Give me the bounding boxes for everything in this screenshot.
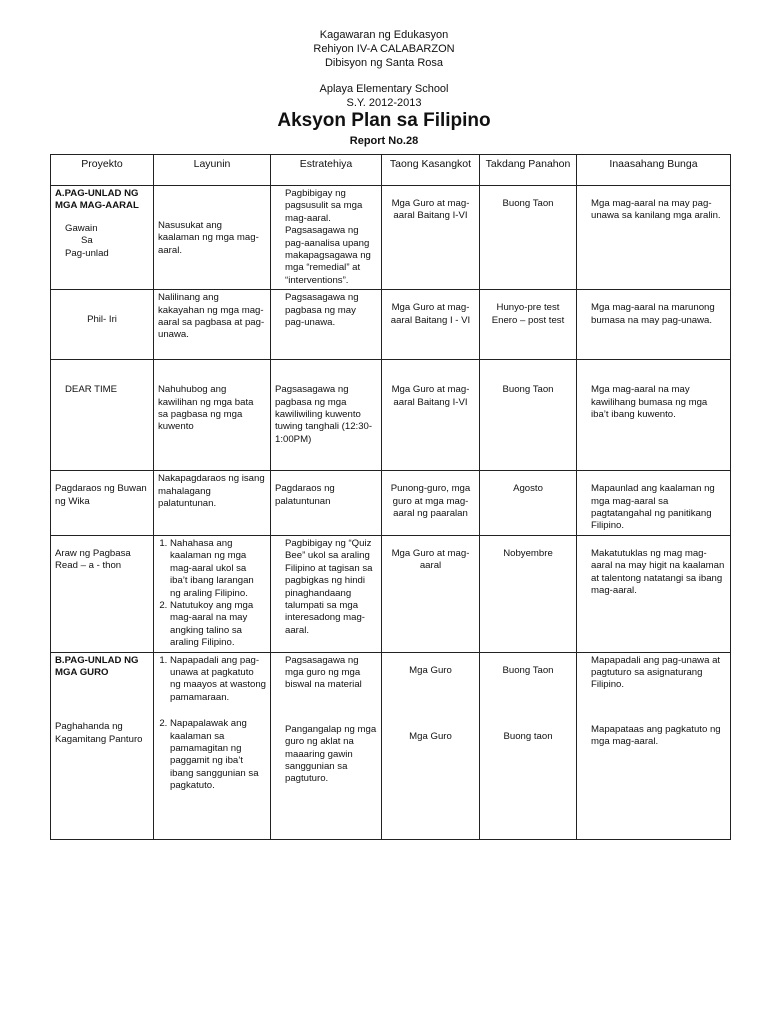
region-name: Rehiyon IV-A CALABARZON [313,43,455,55]
cell-proyekto [51,186,154,290]
cell-inaasahang-bunga: Mga mag-aaral na may kawilihang bumasa ng mga iba’t ibang kuwento. [577,360,731,471]
table-row [51,652,731,839]
project-sub-1: Gawain [65,222,98,234]
column-header-layunin: Layunin [154,155,271,186]
table-header-row [51,155,731,186]
cell-inaasahang-bunga: Makatutuklas ng mag mag-aaral na may higit na kaalaman at talentong natatangi sa ibang mag-aaral. [577,535,731,652]
cell-proyekto: B.PAG-UNLAD NG MGA GURO Paghahanda ng Kagamitang Panturo [51,652,154,839]
objectives-list [158,538,266,650]
cell-taong-kasangkot: Mga Guro Mga Guro [382,652,480,839]
project-sub-2: Sa [81,235,93,247]
objectives-list [158,655,266,793]
cell-estratehiya: Pagbibigay ng pagsusulit sa mga mag-aaral. Pagsasagawa ng pag-aanalisa upang makapagsagawa ng mga “remedial” at “interventions”. [271,186,382,290]
cell-estratehiya: Pagbibigay ng “Quiz Bee” ukol sa araling Filipino at tagisan sa pagbigkas ng hindi pinaghandaang talumpati sa mga interesadong mag-aaral. [271,535,382,652]
cell-layunin: Nasusukat ang kaalaman ng mga mag-aaral. [154,186,271,290]
school-name: Aplaya Elementary School [319,83,449,95]
cell-proyekto: Araw ng Pagbasa Read – a - thon [51,535,154,652]
cell-takdang-panahon: Agosto [480,471,577,536]
list-item: 1. Napapadali ang pag-unawa at pagkatuto ng maayos at wastong pamamaraan. [170,655,266,705]
cell-inaasahang-bunga: Mga mag-aaral na marunong bumasa na may pag-unawa. [577,290,731,360]
list-item: 2. Napapalawak ang kaalaman sa pamamagitan ng paggamit ng iba’t ibang sanggunian sa pagkatuto. [170,718,266,792]
project-sub-3: Pag-unlad [65,247,109,259]
cell-estratehiya: Pagdaraos ng palatuntunan [271,471,382,536]
cell-estratehiya: Pagsasagawa ng mga guro ng mga biswal na material Pangangalap ng mga guro ng aklat na maaaring gawin sanggunian sa pagtuturo. [271,652,382,839]
division-name: Dibisyon ng Santa Rosa [324,57,443,69]
column-header-taong-kasangkot: Taong Kasangkot [382,155,480,186]
column-header-inaasahang-bunga: Inaasahang Bunga [577,155,731,186]
document-title: Aksyon Plan sa Filipino [277,110,491,131]
table-row [51,360,731,471]
cell-takdang-panahon: Buong Taon [480,186,577,290]
department-name: Kagawaran ng Edukasyon [319,29,449,41]
cell-layunin: Nalilinang ang kakayahan ng mga mag-aaral sa pagbasa at pag-unawa. [154,290,271,360]
action-plan-table [50,154,731,840]
table-row [51,290,731,360]
column-header-proyekto: Proyekto [51,155,154,186]
cell-layunin [154,652,271,839]
cell-taong-kasangkot: Punong-guro, mga guro at mga mag-aaral ng paaralan [382,471,480,536]
cell-takdang-panahon: Buong Taon Buong taon [480,652,577,839]
cell-taong-kasangkot: Mga Guro at mag-aaral Baitang I-VI [382,186,480,290]
cell-takdang-panahon: Hunyo-pre test Enero – post test [480,290,577,360]
table-row [51,186,731,290]
school-year: S.Y. 2012-2013 [346,97,422,109]
cell-estratehiya: Pagsasagawa ng pagbasa ng mga kawiliwiling kuwento tuwing tanghali (12:30-1:00PM) [271,360,382,471]
cell-proyekto: DEAR TIME [51,360,154,471]
section-heading: B.PAG-UNLAD NG MGA GURO [55,654,139,678]
cell-inaasahang-bunga: Mga mag-aaral na may pag-unawa sa kanilang mga aralin. [577,186,731,290]
cell-proyekto: Phil- Iri [51,290,154,360]
cell-takdang-panahon: Nobyembre [480,535,577,652]
list-item: 2. Natutukoy ang mga mag-aaral na may angking talino sa araling Filipino. [170,600,266,650]
cell-taong-kasangkot: Mga Guro at mag-aaral [382,535,480,652]
cell-taong-kasangkot: Mga Guro at mag-aaral Baitang I - VI [382,290,480,360]
column-header-takdang-panahon: Takdang Panahon [480,155,577,186]
cell-layunin: Nakapagdaraos ng isang mahalagang palatuntunan. [154,471,271,536]
cell-takdang-panahon: Buong Taon [480,360,577,471]
cell-estratehiya: Pagsasagawa ng pagbasa ng may pag-unawa. [271,290,382,360]
cell-inaasahang-bunga: Mapaunlad ang kaalaman ng mga mag-aaral sa pagtatangahal ng panitikang Filipino. [577,471,731,536]
table-row [51,535,731,652]
list-item: 1. Nahahasa ang kaalaman ng mga mag-aaral ukol sa iba’t ibang larangan ng araling Filipino. [170,538,266,600]
section-heading: A.PAG-UNLAD NG MGA MAG-AARAL [55,188,139,212]
cell-layunin: Nahuhubog ang kawilihan ng mga bata sa pagbasa ng mga kuwento [154,360,271,471]
cell-taong-kasangkot: Mga Guro at mag-aaral Baitang I-VI [382,360,480,471]
cell-layunin [154,535,271,652]
column-header-estratehiya: Estratehiya [271,155,382,186]
cell-proyekto: Pagdaraos ng Buwan ng Wika [51,471,154,536]
table-row [51,471,731,536]
cell-inaasahang-bunga: Mapapadali ang pag-unawa at pagtuturo sa asignaturang Filipino. Mapapataas ang pagkatuto ng mga mag-aaral. [577,652,731,839]
report-number: Report No.28 [349,135,419,147]
